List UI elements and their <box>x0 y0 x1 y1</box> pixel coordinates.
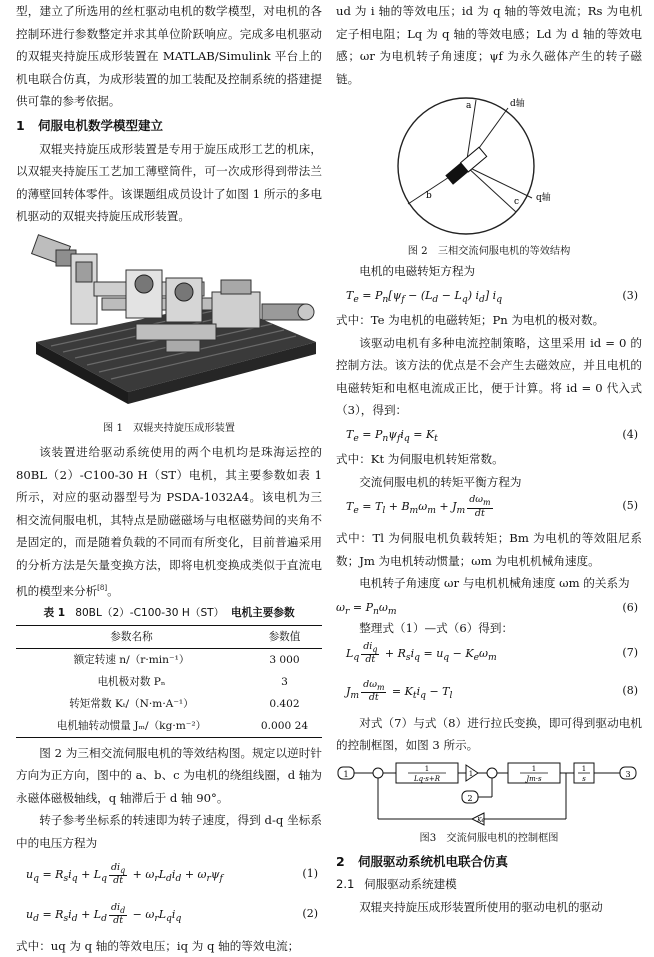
equation-number: (7) <box>622 645 638 659</box>
input-port-1: 1 <box>343 769 349 779</box>
paragraph-system-model: 双辊夹持旋压成形装置所使用的驱动电机的驱动 <box>359 899 603 914</box>
label-a: a <box>466 101 472 112</box>
label-b: b <box>426 191 432 202</box>
equation-number: (2) <box>302 906 318 920</box>
paragraph-motor-desc <box>16 441 322 602</box>
integrator-denominator: s <box>582 774 586 783</box>
table-cell: 3 <box>281 675 288 688</box>
section-2-heading <box>336 851 642 874</box>
paragraph-fig2-intro: 图 2 为三相交流伺服电机的等效结构图。规定以逆时针方向为正方向，图中的 a、b、c 为电机的绕组线圈，d 轴为永磁体磁极轴线，q 轴滞后于 d 轴 90°。 <box>16 745 322 805</box>
paragraph-laplace: 对式（7）与式（8）进行拉氏变换，即可得到驱动电机的控制框图，如图 3 所示。 <box>336 715 642 753</box>
equation-5: $T_e = T_l + B_m\omega_m + J_m$ $\frac{d\omega_m}{dt}$ (5) <box>346 494 638 520</box>
figure-3-caption: 图3 交流伺服电机的控制框图 <box>419 832 559 844</box>
figure-1-caption: 图 1 双辊夹持旋压成形装置 <box>103 422 235 434</box>
label-d-axis: d轴 <box>510 99 525 110</box>
paragraph-motor-text: 该装置进给驱动系统使用的两个电机均是珠海运控的 80BL（2）-C100-30 H（ST）电机，其主要参数如表 1 所示，对应的驱动器型号为 PSDA-1032A4。该电机为三相交流伺服电机，其特点是励磁磁场与电枢磁势间的夹角不是固定的，而是随着负载的不同而有所变化，目前普遍采用的分析方法是矢量变换方法，即将电机变换成类似于直流电机的模型来分析 <box>16 444 322 598</box>
paragraph-device-intro: 双辊夹持旋压成形装置是专用于旋压成形工艺的机床，以双辊夹持旋压工艺加工薄壁筒件，可一次成形得到带法兰的薄壁回转体零件。该课题组成员设计了如图 1 所示的多电机驱动的双辊夹持旋压成形装置。 <box>16 141 322 224</box>
table-number: 表 1 <box>43 606 66 619</box>
equation-number: (5) <box>622 499 638 513</box>
paragraph-where-uq: 式中：uq 为 q 轴的等效电压；iq 为 q 轴的等效电流； <box>16 938 300 953</box>
section-2-1-heading <box>336 873 642 896</box>
table-cell: 电机轴转动惯量 Jₘ/（kg·m⁻²） <box>16 715 247 738</box>
table-cell: 额定转速 n/（r·min⁻¹） <box>73 653 190 666</box>
output-port-3: 3 <box>625 769 631 779</box>
gain-block: 1 <box>468 769 474 778</box>
section-1-heading <box>16 115 322 138</box>
paragraph-voltage-intro: 转子参考坐标系的转速即为转子速度，得到 d-q 坐标系中的电压方程为 <box>16 813 322 850</box>
equation-number: (1) <box>302 866 318 880</box>
label-q-axis: q轴 <box>536 193 551 204</box>
citation-ref: [8] <box>97 583 108 592</box>
section-title: 伺服电机数学模型建立 <box>38 117 164 133</box>
subsection-number: 2.1 <box>336 877 355 892</box>
equation-7: $L_q$ $\frac{di_q}{dt}$ + $R_si_q = u_q - K_e\omega_m$ (7) <box>346 640 638 666</box>
machine-drawing <box>16 232 322 417</box>
integrator-numerator: 1 <box>581 764 587 773</box>
paragraph-where-kt: 式中：Kt 为伺服电机转矩常数。 <box>336 451 504 466</box>
table-header-cell: 参数名称 <box>16 625 247 648</box>
figure-2-image <box>336 92 642 240</box>
table-cell: 电机极对数 Pₙ <box>97 675 166 688</box>
left-column <box>16 0 322 957</box>
equation-3: $T_e = P_n[\psi_f - (L_d - L_q)$ $i_d$] $i_q$ (3) <box>336 283 642 309</box>
paragraph-torque-intro: 电机的电磁转矩方程为 <box>359 264 476 279</box>
block-1-denominator: Lq·s+R <box>413 774 441 783</box>
intro-paragraph: 型，建立了所选用的丝杠驱动电机的数学模型，对电机的各控制环进行参数整定并求其单位阶跃响应。完成多电机驱动的双辊夹持旋压成形装置在 MATLAB/Simulink 平台上的机电联合仿真，为成形装置的加工装配及控制系统的搭建提供可靠的参考依据。 <box>16 4 322 109</box>
table-header-row <box>16 625 322 648</box>
paragraph-arrange: 整理式（1）—式（6）得到： <box>359 620 514 635</box>
section-title: 伺服驱动系统机电联合仿真 <box>358 853 509 869</box>
paragraph-motor-end: 。 <box>107 583 119 598</box>
equation-8: $J_m$ $\frac{d\omega_m}{dt}$ = $K_ti_q - T_l$ (8) <box>346 678 638 704</box>
table-cell: 转矩常数 Kₜ/（N·m·A⁻¹） <box>69 697 194 710</box>
equation-number: (4) <box>622 427 638 441</box>
table-row <box>16 715 322 738</box>
paragraph-where-te: 式中：Te 为电机的电磁转矩；Pn 为电机的极对数。 <box>336 312 605 327</box>
table-model: 80BL（2）-C100-30 H（ST） <box>75 606 225 619</box>
paragraph-balance-intro: 交流伺服电机的转矩平衡方程为 <box>359 474 522 489</box>
table-cell: 0.402 <box>269 697 300 710</box>
table-cell: 0.000 24 <box>247 715 322 738</box>
equation-2: $u_d = R_si_d + L_d$ $\frac{di_d}{dt}$ − $\omega_rL_qi_q$ (2) <box>26 901 318 927</box>
block-2-numerator: 1 <box>531 764 537 773</box>
ke-gain-block: Ke <box>477 816 485 824</box>
input-port-2: 2 <box>467 793 473 803</box>
control-block-diagram <box>336 761 642 827</box>
table-row <box>16 693 322 715</box>
table-cell: 3 000 <box>269 653 300 666</box>
equation-number: (8) <box>622 683 638 697</box>
motor-structure-diagram <box>336 92 642 240</box>
subsection-title: 伺服驱动系统建模 <box>364 877 457 892</box>
equation-4: $T_e = P_n\psi_fi_q = K_t$ (4) <box>336 422 642 448</box>
parameter-table <box>16 625 322 738</box>
equation-number: (3) <box>622 288 638 302</box>
paragraph-speed-relation: 电机转子角速度 ωr 与电机机械角速度 ωm 的关系为 <box>359 576 630 591</box>
table-row <box>16 648 322 671</box>
figure-1-image <box>16 232 322 417</box>
table-row <box>16 671 322 693</box>
equation-6: $\omega_r = P_n\omega_m$ (6) <box>336 595 642 617</box>
block-2-denominator: Jm·s <box>526 774 542 783</box>
section-number: 1 <box>16 117 25 133</box>
paragraph-symbols: ud 为 i 轴的等效电压；id 为 q 轴的等效电流；Rs 为电机定子相电阻；Lq 为 q 轴的等效电感；Ld 为 d 轴的等效电感；ωr 为电机转子角速度；ψf 为永久磁体产生的转子磁链。 <box>336 4 642 86</box>
figure-2-caption: 图 2 三相交流伺服电机的等效结构 <box>407 246 571 258</box>
equation-number: (6) <box>622 600 638 614</box>
paragraph-where-tl: 式中：Tl 为伺服电机负载转矩；Bm 为电机的等效阻尼系数；Jm 为电机转动惯量；ωm 为电机机械角速度。 <box>336 531 642 568</box>
label-c: c <box>514 197 520 208</box>
block-1-numerator: 1 <box>424 764 430 773</box>
table-1-caption <box>16 602 322 625</box>
paragraph-control-strategy: 该驱动电机有多种电流控制策略，这里采用 id = 0 的控制方法。该方法的优点是不会产生去磁效应，并且电机的电磁转矩和电枢电流成正比，便于计算。将 id = 0 代入式（3），得到： <box>336 335 642 418</box>
table-header-cell: 参数值 <box>247 625 322 648</box>
figure-3-image <box>336 761 642 827</box>
table-title: 电机主要参数 <box>231 606 295 619</box>
right-column <box>336 0 642 918</box>
equation-1: $u_q = R_si_q + L_q$ $\frac{di_q}{dt}$ + $\omega_rL_di_d + \omega_r\psi_f$ (1) <box>26 861 318 887</box>
section-number: 2 <box>336 853 345 869</box>
